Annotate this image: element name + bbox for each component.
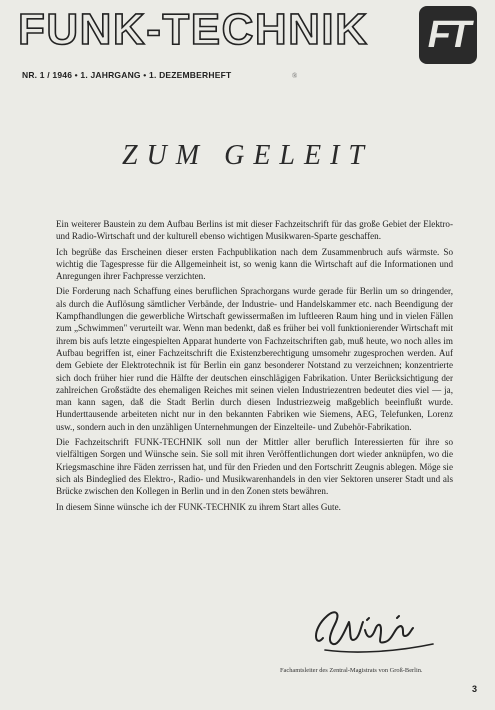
masthead-title: FUNK-TECHNIK <box>18 5 369 54</box>
paragraph-1: Ein weiterer Baustein zu dem Aufbau Berlins ist mit dieser Fachzeitschrift für das große Gebiet der Elektro- und Radio-Wirtschaft und der kulturell ebenso wichtigen Musikwaren-Sparte geschaffen. <box>56 219 453 242</box>
paragraph-3: Die Forderung nach Schaffung eines beruflichen Sprachorgans wurde gerade für Berlin um so dringender, als durch die Auflösung sämtlicher Verbände, der Industrie- und Handelskammer etc. nach Beendigung der Kampfhandlungen die gewerbliche Wirtschaft gewissermaßen im luftleeren Raum hing und in vielen Fällen zum „Schwimmen" verurteilt war. Wenn man bedenkt, daß es früher bei voll funktionierender Wirtschaft mit ihrem bis aufs letzte eingespielten Apparat hunderte von Fachzeitschriften gab, muß heute, wo noch alles im Aufbau begriffen ist, einer Fachzeitschrift die Existenzberechtigung umsomehr zugesprochen werden. Auf dem Gebiete der Elektrotechnik ist für Berlin ein ganz besonderer Notstand zu verzeichnen; konzentrierte sich doch früher hier rund die Hälfte der deutschen einschlägigen Fabrikation. Unter Berücksichtigung der zahlreichen Großstädte des ehemaligen Reiches mit seinen vielen Industriezentren bedeutet dies viel — ja, man kann sagen, daß die Stadt Berlin durch diesen Industriezweig maßgeblich beeinflußt wurde. Hunderttausende arbeiteten nicht nur in den bekannten Fabriken wie Siemens, AEG, Telefunken, Lorenz usw., sondern auch in den unzähligen Unternehmungen der Einzelteile- und Zubehör-Fabrikation. <box>56 286 453 432</box>
page-number: 3 <box>472 684 478 694</box>
article-body <box>56 218 453 516</box>
handwritten-signature <box>305 600 440 658</box>
paragraph-4: Die Fachzeitschrift FUNK-TECHNIK soll nun der Mittler aller beruflich Interessierten für ihre so vielfältigen Sorgen und Wünsche sein. Sie soll mit ihren Veröffentlichungen dort wieder anknüpfen, wo die Kriegsmaschine ihre Fäden zerrissen hat, und für den Frieden und den Fortschritt Zeugnis ablegen. Möge sie sich als Bindeglied des Elektro-, Radio- und Musikwarenhandels in den vier Sektoren unserer Stadt und als Brücke zwischen den Kollegen in Berlin und in den Zonen stets bewähren. <box>56 437 453 497</box>
signature-caption: Fachamtsleiter des Zentral-Magistrats von Groß-Berlin. <box>280 667 423 674</box>
registered-mark: ® <box>292 72 298 80</box>
ft-logo <box>419 6 477 64</box>
paragraph-2: Ich begrüße das Erscheinen dieser ersten Fachpublikation nach dem Zusammenbruch aufs wärmste. So wichtig die Tagespresse für die Allgemeinheit ist, so wenig kann die Wirtschaft auf die Informationen und Anregungen ihrer Fachpresse verzichten. <box>56 246 453 282</box>
logo-lettering: FT <box>427 13 469 56</box>
article-title: ZUM GELEIT <box>121 140 373 171</box>
issue-line: NR. 1 / 1946 • 1. JAHRGANG • 1. DEZEMBERHEFT <box>22 70 232 80</box>
signature-drawing <box>305 600 440 658</box>
paragraph-5: In diesem Sinne wünsche ich der FUNK-TECHNIK zu ihrem Start alles Gute. <box>56 501 341 512</box>
